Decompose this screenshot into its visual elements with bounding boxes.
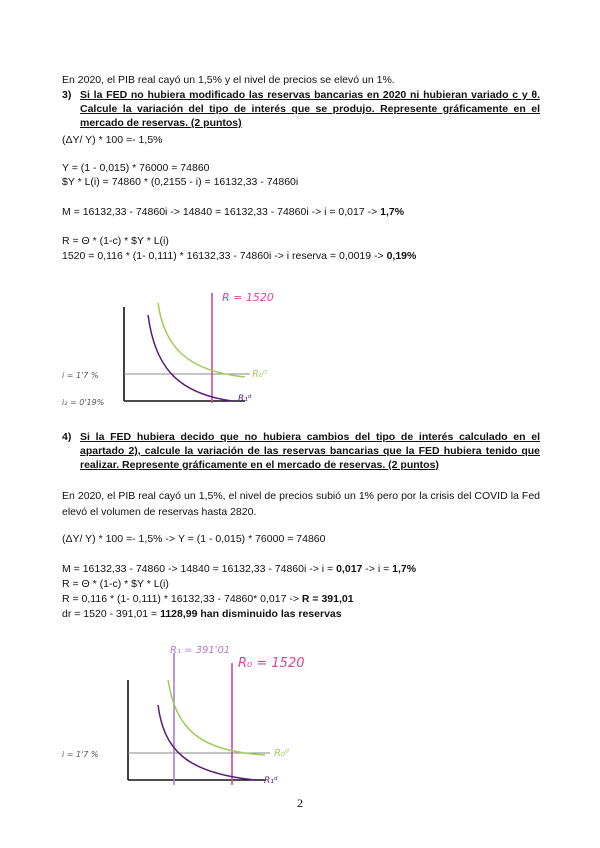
calc4-line4	[62, 593, 354, 606]
graph2-purple-curve-label: R₁ᵈ	[264, 776, 278, 786]
calc4-line1: (ΔY/ Y) * 100 =- 1,5% -> Y = (1 - 0,015) * 76000 = 74860	[62, 533, 326, 545]
graph1-i2-label: i₂ = 0'19%	[62, 398, 105, 407]
calc4-line5-text: dr = 1520 - 391,01 =	[62, 608, 161, 620]
graph2-green-curve-label: R₀ᵈ	[274, 748, 290, 759]
page-number: 2	[297, 796, 303, 810]
calc4-line2-mid: -> i =	[362, 563, 393, 575]
calc3-line1: (ΔY/ Y) * 100 =- 1,5%	[62, 134, 163, 146]
question-3-number: 3)	[62, 89, 72, 101]
calc3-line4-result: 1,7%	[380, 206, 405, 218]
calc3-line4	[62, 206, 404, 219]
calc4-line2-result1: 0,017	[336, 563, 363, 575]
calc4-line5-result: 1128,99 han disminuido las reservas	[160, 608, 342, 620]
calc4-line2-result2: 1,7%	[392, 563, 417, 575]
calc4-line2	[62, 563, 416, 576]
question-3	[62, 88, 540, 130]
calc3-line6-result: 0,19%	[386, 250, 417, 262]
graph1-r-label: R = 1520	[222, 291, 274, 304]
question-4-number: 4)	[62, 431, 72, 443]
calc3-line4-text: M = 16132,33 - 74860i -> 14840 = 16132,33 - 74860i -> i = 0,017 ->	[62, 206, 381, 218]
reserves-graph-2	[60, 635, 320, 790]
calc4-line4-result: R = 391,01	[301, 593, 354, 605]
intro-text: En 2020, el PIB real cayó un 1,5% y el nivel de precios se elevó un 1%.	[62, 74, 395, 86]
calc4-line4-text: R = 0,116 * (1- 0,111) * 16132,33 - 74860* 0,017 ->	[62, 593, 302, 605]
graph2-i-label: i = 1'7 %	[62, 750, 99, 759]
calc3-line5: R = Θ * (1-c) * $Y * L(i)	[62, 235, 169, 247]
graph2-demand-curve-green	[168, 680, 265, 755]
graph1-i1-label: i = 1'7 %	[62, 371, 99, 380]
calc3-line6-text: 1520 = 0,116 * (1- 0,111) * 16132,33 - 74860i -> i reserva = 0,0019 ->	[62, 250, 387, 262]
graph2-r1-label: R₁ = 391'01	[170, 645, 231, 656]
question-4-text: Si la FED hubiera decido que no hubiera cambios del tipo de interés calculado en el apartado 2), calcule la variación de las reservas bancarias que la FED hubiera tenido que realizar. Represente gráficamente en el mercado de reservas. (2 puntos)	[80, 431, 540, 471]
calc4-line2-text: M = 16132,33 - 74860 -> 14840 = 16132,33 - 74860i -> i =	[62, 563, 337, 575]
calc3-line2: Y = (1 - 0,015) * 76000 = 74860	[62, 162, 210, 174]
question-3-text: Si la FED no hubiera modificado las reservas bancarias en 2020 ni hubieran variado c y θ. Calcule la variación del tipo de interés que se produjo. Represente gráficamente en el mercado de reservas. (2 puntos)	[80, 89, 540, 129]
question-4-paragraph: En 2020, el PIB real cayó un 1,5%, el nivel de precios subió un 1% pero por la crisis del COVID la Fed elevó el volumen de reservas hasta 2820.	[62, 490, 540, 518]
graph1-demand-curve-green	[158, 303, 245, 377]
graph2-r0-label: R₀ = 1520	[238, 656, 305, 671]
calc3-line3: $Y * L(i) = 74860 * (0,2155 - i) = 16132,33 - 74860i	[62, 176, 299, 188]
graph1-green-curve-label: R₀ᵈ	[252, 369, 268, 380]
calc4-line3: R = Θ * (1-c) * $Y * L(i)	[62, 578, 169, 590]
calc4-line5	[62, 608, 342, 621]
graph1-demand-curve-purple	[148, 315, 232, 401]
question-4	[62, 430, 540, 472]
reserves-graph-1	[60, 285, 320, 415]
calc3-line6	[62, 250, 416, 263]
graph1-purple-curve-label: R₁ᵈ	[238, 394, 252, 404]
